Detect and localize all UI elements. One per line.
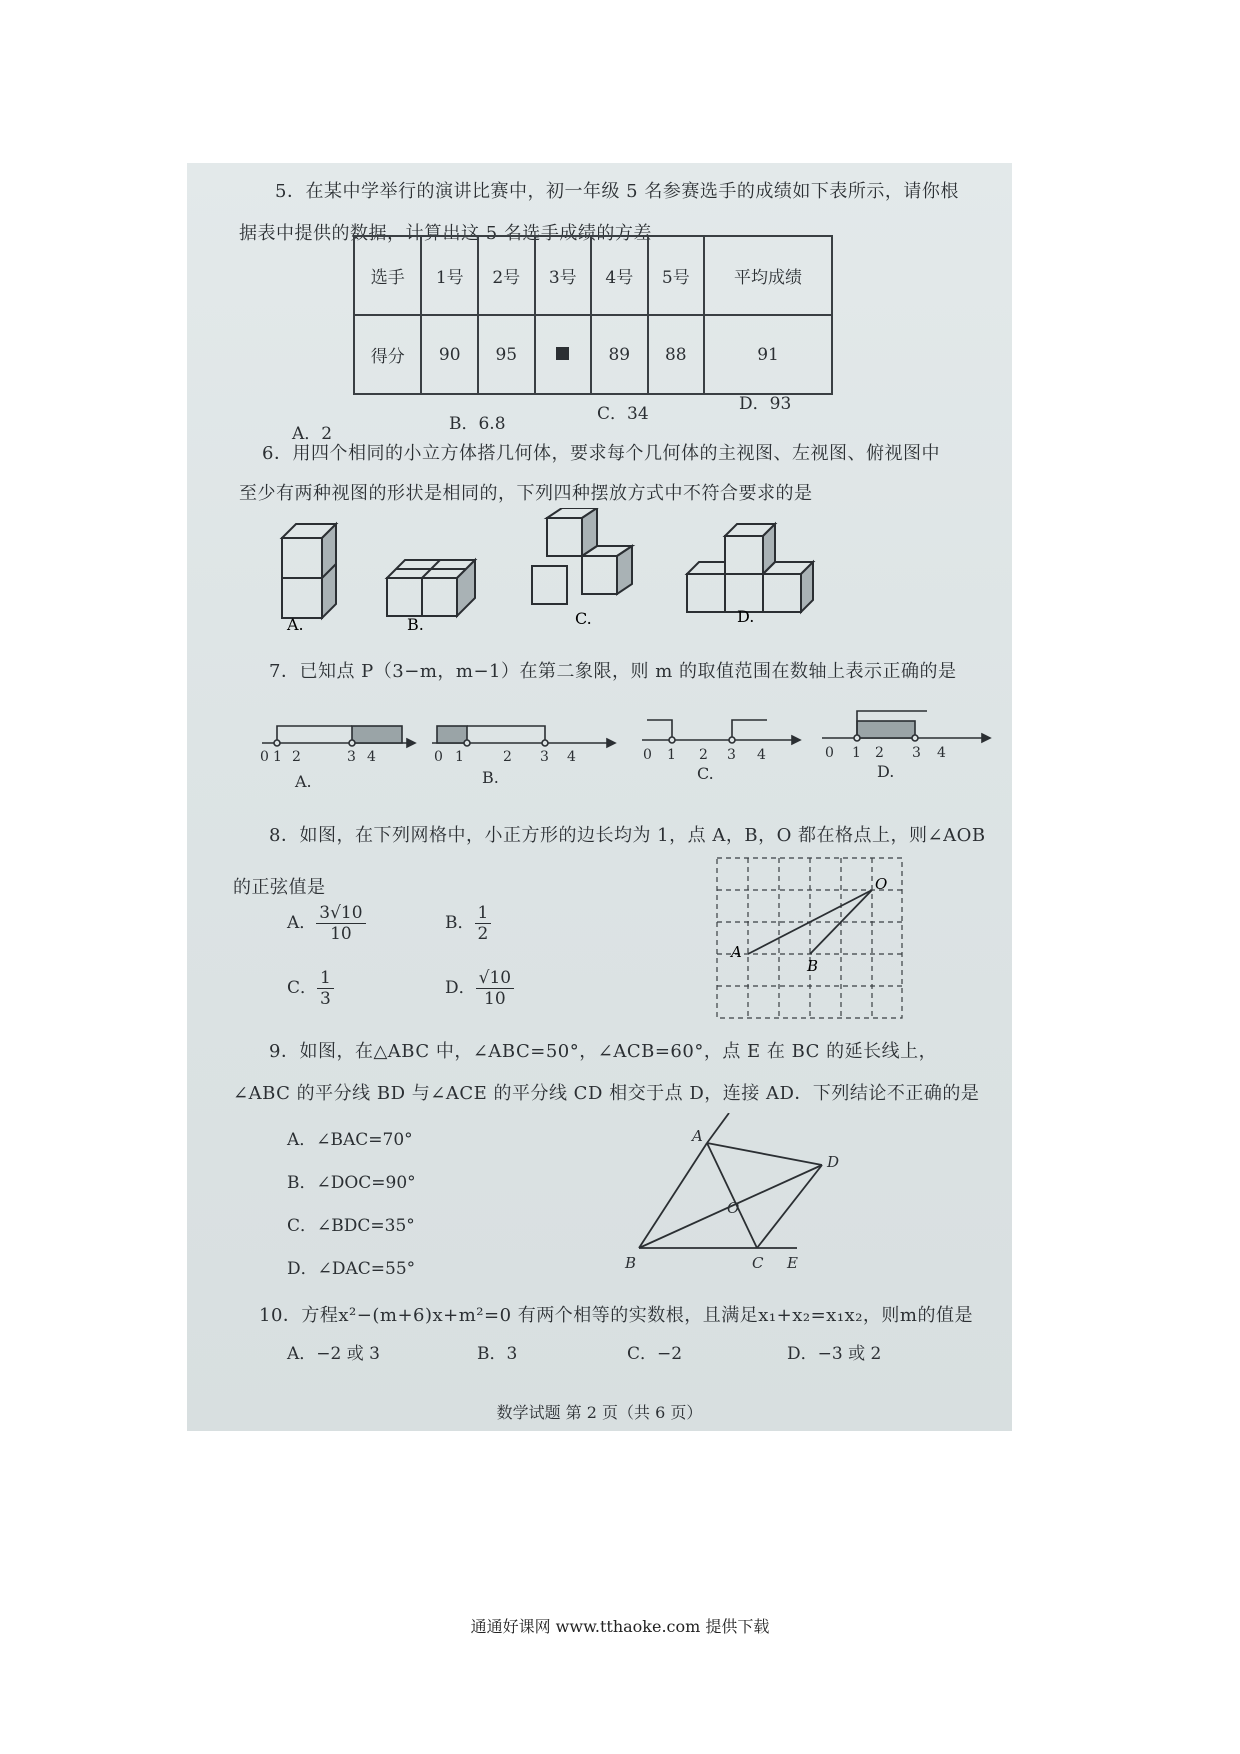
q9-option-d: D．∠DAC=55° — [287, 1259, 416, 1279]
fraction — [317, 968, 334, 1009]
page-number-footer: 数学试题 第 2 页（共 6 页） — [496, 1403, 703, 1422]
q7-label-a: A. — [295, 772, 312, 791]
tick-label: 4 — [937, 745, 946, 761]
q5-score-table — [353, 235, 833, 395]
q10-option-d: D．−3 或 2 — [787, 1344, 882, 1364]
cube-figure-d — [687, 524, 813, 612]
point-label-b: B — [807, 957, 819, 975]
tick-label: 4 — [757, 747, 766, 763]
tick-label: 1 — [455, 749, 464, 765]
tick-label: 3 — [727, 747, 736, 763]
point-label-c: C — [752, 1254, 764, 1272]
fraction-numerator: √10 — [476, 968, 514, 989]
q10-line: 10．方程x²−(m+6)x+m²=0 有两个相等的实数根，且满足x₁+x₂=x₁x₂，则m的值是 — [259, 1305, 973, 1326]
q6-cube-figures — [247, 508, 1007, 633]
q6-label-b: B. — [407, 615, 424, 633]
tick-label: 1 — [852, 745, 861, 761]
tick-label: 2 — [503, 749, 512, 765]
q8-option-d-letter: D． — [445, 978, 476, 998]
tick-label: 0 — [434, 749, 443, 765]
hidden-score-square — [556, 347, 569, 360]
table-cell: 平均成绩 — [704, 236, 832, 315]
q8-option-d — [445, 968, 514, 1009]
fraction — [476, 968, 514, 1009]
point-label-e: E — [787, 1254, 798, 1272]
q9-line1: 9．如图，在△ABC 中，∠ABC=50°，∠ACB=60°，点 E 在 BC 的延长线上， — [269, 1041, 938, 1062]
fraction — [475, 903, 492, 944]
q9-line2: ∠ABC 的平分线 BD 与∠ACE 的平分线 CD 相交于点 D，连接 AD．下列结论不正确的是 — [233, 1083, 980, 1104]
cube-figure-a — [282, 524, 336, 618]
q6-line2: 至少有两种视图的形状是相同的，下列四种摆放方式中不符合要求的是 — [239, 483, 813, 504]
tick-label: 3 — [912, 745, 921, 761]
q5-line2: 据表中提供的数据，计算出这 5 名选手成绩的方差 — [239, 223, 652, 244]
q8-line2: 的正弦值是 — [233, 877, 326, 898]
cube-figure-c — [532, 508, 632, 604]
q10-option-a: A．−2 或 3 — [287, 1344, 380, 1364]
q6-label-a: A. — [287, 615, 304, 633]
table-header-row — [354, 236, 832, 315]
site-footer: 通通好课网 www.tthaoke.com 提供下载 — [470, 1617, 770, 1636]
q9-option-a: A．∠BAC=70° — [287, 1130, 413, 1150]
table-cell: 1号 — [421, 236, 478, 315]
tick-label: 1 — [273, 749, 282, 765]
number-line-a — [262, 726, 415, 747]
q5-line1: 5．在某中学举行的演讲比赛中，初一年级 5 名参赛选手的成绩如下表所示，请你根 — [275, 181, 959, 202]
q9-triangle-figure — [617, 1113, 877, 1283]
q10-option-c: C．−2 — [627, 1344, 683, 1364]
table-cell: 88 — [648, 315, 705, 394]
q7-line: 7．已知点 P（3−m，m−1）在第二象限，则 m 的取值范围在数轴上表示正确的是 — [269, 661, 957, 682]
q6-label-c: C. — [575, 609, 592, 628]
q5-option-d: D．93 — [739, 394, 792, 414]
fraction-numerator: 1 — [317, 968, 334, 989]
q6-line1: 6．用四个相同的小立方体搭几何体，要求每个几何体的主视图、左视图、俯视图中 — [262, 443, 940, 464]
tick-label: 0 — [825, 745, 834, 761]
table-cell: 5号 — [648, 236, 705, 315]
q6-label-d: D. — [737, 607, 755, 626]
fraction-denominator: 3 — [320, 989, 331, 1009]
fraction-denominator: 10 — [330, 924, 352, 944]
fraction-numerator: 3√10 — [316, 903, 365, 924]
point-label-o: O — [875, 875, 888, 893]
point-label-a: A — [692, 1127, 703, 1145]
tick-label: 3 — [347, 749, 356, 765]
q9-option-c: C．∠BDC=35° — [287, 1216, 415, 1236]
table-cell: 得分 — [354, 315, 421, 394]
q8-option-a-letter: A． — [287, 913, 317, 933]
q8-option-c-letter: C． — [287, 978, 318, 998]
tick-label: 0 — [260, 749, 269, 765]
q8-option-b-letter: B． — [445, 913, 475, 933]
q8-option-c — [287, 968, 334, 1009]
tick-label: 2 — [875, 745, 884, 761]
scanned-exam-page — [187, 163, 1012, 1431]
fraction-denominator: 10 — [484, 989, 506, 1009]
table-cell — [535, 315, 592, 394]
point-label-d: D — [827, 1153, 840, 1171]
table-cell: 90 — [421, 315, 478, 394]
fraction — [316, 903, 365, 944]
table-cell: 选手 — [354, 236, 421, 315]
q8-line1: 8．如图，在下列网格中，小正方形的边长均为 1，点 A，B，O 都在格点上，则∠AOB — [269, 825, 986, 846]
number-line-d — [822, 711, 990, 742]
q7-label-c: C. — [697, 764, 714, 783]
tick-label: 4 — [567, 749, 576, 765]
fraction-denominator: 2 — [477, 924, 489, 944]
fraction-numerator: 1 — [475, 903, 492, 924]
tick-label: 4 — [367, 749, 376, 765]
tick-label: 0 — [643, 747, 652, 763]
point-label-b: B — [625, 1254, 637, 1272]
tick-label: 2 — [699, 747, 708, 763]
table-cell: 4号 — [591, 236, 648, 315]
q5-option-b: B．6.8 — [449, 414, 506, 434]
table-cell: 89 — [591, 315, 648, 394]
tick-label: 3 — [540, 749, 549, 765]
tick-label: 2 — [292, 749, 301, 765]
q7-label-b: B. — [482, 768, 499, 787]
table-cell: 91 — [704, 315, 832, 394]
q5-option-a: A．2 — [292, 424, 333, 444]
table-cell: 2号 — [478, 236, 535, 315]
number-line-c — [642, 720, 800, 744]
tick-label: 1 — [667, 747, 676, 763]
q8-grid-figure — [707, 853, 907, 1043]
table-row — [354, 315, 832, 394]
cube-figure-b — [387, 560, 475, 616]
point-label-o: O — [727, 1199, 740, 1217]
q7-label-d: D. — [877, 762, 895, 781]
point-label-a: A — [731, 943, 742, 961]
q5-option-c: C．34 — [597, 404, 649, 424]
q8-option-b — [445, 903, 491, 944]
table-cell: 95 — [478, 315, 535, 394]
table-cell: 3号 — [535, 236, 592, 315]
q8-option-a — [287, 903, 366, 944]
q7-number-lines — [247, 703, 1007, 803]
q9-option-b: B．∠DOC=90° — [287, 1173, 416, 1193]
q10-option-b: B．3 — [477, 1344, 518, 1364]
number-line-b — [432, 726, 615, 747]
